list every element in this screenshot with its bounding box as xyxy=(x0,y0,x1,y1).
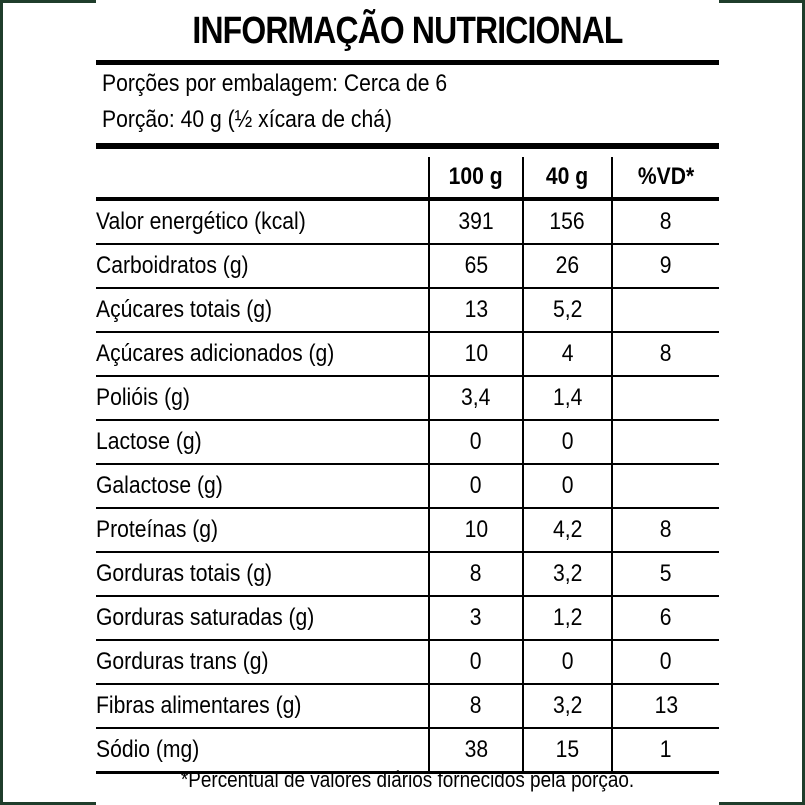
table-row xyxy=(96,640,719,684)
table-row xyxy=(96,332,719,376)
value-per-serving: 156 xyxy=(523,199,612,244)
value-daily-percent: 1 xyxy=(612,728,719,773)
nutrient-name: Galactose (g) xyxy=(96,464,429,508)
value-daily-percent xyxy=(612,376,719,420)
value-per-100g: 3,4 xyxy=(429,376,523,420)
value-daily-percent xyxy=(612,464,719,508)
value-daily-percent: 9 xyxy=(612,244,719,288)
serving-divider xyxy=(96,143,719,149)
nutrient-name: Açúcares totais (g) xyxy=(96,288,429,332)
nutrient-name: Proteínas (g) xyxy=(96,508,429,552)
servings-per-package: Porções por embalagem: Cerca de 6 xyxy=(102,70,448,97)
value-daily-percent: 13 xyxy=(612,684,719,728)
value-daily-percent xyxy=(612,288,719,332)
nutrient-name: Gorduras saturadas (g) xyxy=(96,596,429,640)
value-per-100g: 8 xyxy=(429,684,523,728)
value-per-serving: 26 xyxy=(523,244,612,288)
value-daily-percent: 0 xyxy=(612,640,719,684)
value-per-100g: 8 xyxy=(429,552,523,596)
value-daily-percent xyxy=(612,420,719,464)
table-row xyxy=(96,464,719,508)
value-per-serving: 0 xyxy=(523,640,612,684)
nutrient-name: Gorduras trans (g) xyxy=(96,640,429,684)
value-per-serving: 4 xyxy=(523,332,612,376)
footnote: *Percentual de valores diários fornecidos pela porção. xyxy=(180,767,635,792)
value-daily-percent: 8 xyxy=(612,332,719,376)
value-per-100g: 38 xyxy=(429,728,523,773)
value-per-100g: 65 xyxy=(429,244,523,288)
header-blank xyxy=(96,157,429,199)
nutrient-name: Lactose (g) xyxy=(96,420,429,464)
table-row xyxy=(96,244,719,288)
value-per-100g: 13 xyxy=(429,288,523,332)
nutrient-name: Carboidratos (g) xyxy=(96,244,429,288)
value-per-100g: 0 xyxy=(429,420,523,464)
header-per-serving: 40 g xyxy=(523,157,612,199)
value-daily-percent: 8 xyxy=(612,199,719,244)
value-per-serving: 15 xyxy=(523,728,612,773)
table-row xyxy=(96,684,719,728)
nutrient-name: Polióis (g) xyxy=(96,376,429,420)
value-per-serving: 0 xyxy=(523,420,612,464)
serving-size: Porção: 40 g (½ xícara de chá) xyxy=(102,106,392,133)
nutrient-name: Valor energético (kcal) xyxy=(96,199,429,244)
value-daily-percent: 5 xyxy=(612,552,719,596)
value-per-100g: 0 xyxy=(429,640,523,684)
value-per-serving: 1,4 xyxy=(523,376,612,420)
nutrient-name: Açúcares adicionados (g) xyxy=(96,332,429,376)
table-header-row xyxy=(96,157,719,199)
value-per-serving: 1,2 xyxy=(523,596,612,640)
value-daily-percent: 6 xyxy=(612,596,719,640)
value-per-100g: 10 xyxy=(429,508,523,552)
value-per-serving: 3,2 xyxy=(523,684,612,728)
value-per-100g: 391 xyxy=(429,199,523,244)
nutrition-table xyxy=(96,157,719,774)
nutrient-name: Gorduras totais (g) xyxy=(96,552,429,596)
value-per-serving: 0 xyxy=(523,464,612,508)
nutrient-name: Sódio (mg) xyxy=(96,728,429,773)
title-divider xyxy=(96,60,719,65)
header-daily-value: %VD* xyxy=(612,157,719,199)
value-daily-percent: 8 xyxy=(612,508,719,552)
value-per-serving: 5,2 xyxy=(523,288,612,332)
table-row xyxy=(96,420,719,464)
value-per-100g: 10 xyxy=(429,332,523,376)
table-row xyxy=(96,552,719,596)
value-per-100g: 3 xyxy=(429,596,523,640)
nutrient-name: Fibras alimentares (g) xyxy=(96,684,429,728)
table-row xyxy=(96,596,719,640)
header-per-100g: 100 g xyxy=(429,157,523,199)
value-per-serving: 4,2 xyxy=(523,508,612,552)
table-row xyxy=(96,376,719,420)
value-per-100g: 0 xyxy=(429,464,523,508)
nutrition-facts-label xyxy=(96,0,719,805)
label-title: INFORMAÇÃO NUTRICIONAL xyxy=(192,10,623,52)
value-per-serving: 3,2 xyxy=(523,552,612,596)
table-row xyxy=(96,199,719,244)
table-row xyxy=(96,508,719,552)
table-row xyxy=(96,288,719,332)
